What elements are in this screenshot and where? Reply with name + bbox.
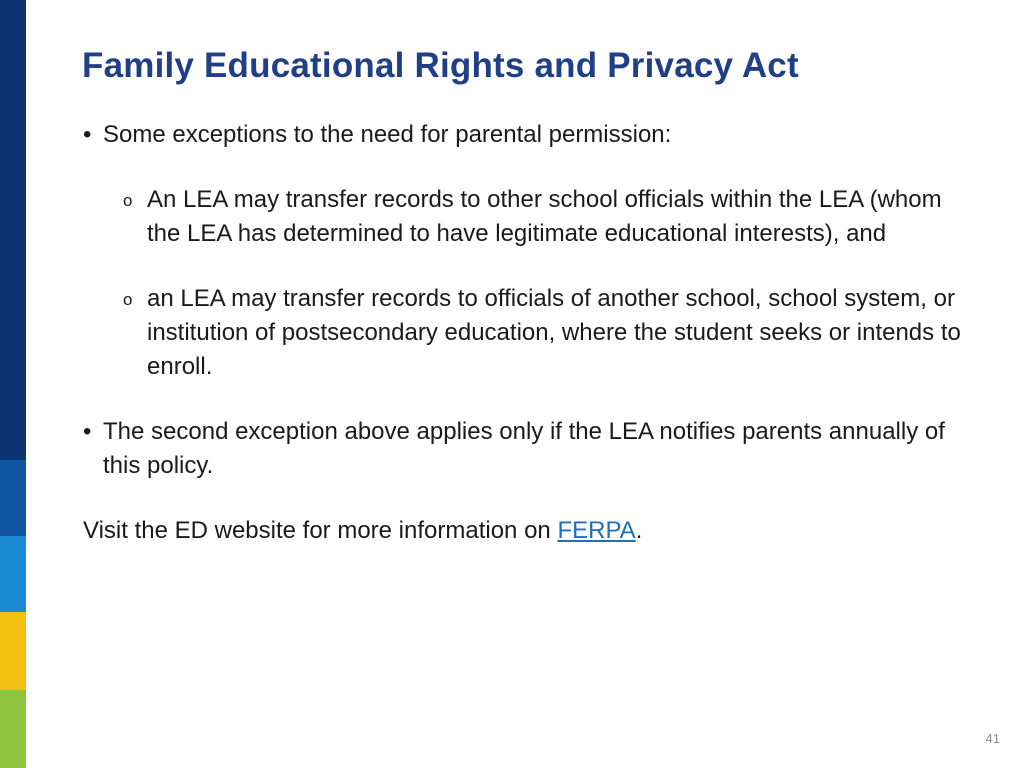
- bullet-mark: •: [83, 418, 92, 445]
- ferpa-info-prefix: Visit the ED website for more information on: [83, 517, 558, 544]
- bullet-item: [83, 415, 963, 483]
- side-bar-segment-navy: [0, 0, 26, 460]
- bullet-mark: •: [83, 121, 92, 148]
- sub-bullet-text: an LEA may transfer records to officials of another school, school system, or institution of postsecondary education, where the student seeks or intends to enroll.: [147, 285, 961, 380]
- page-number: 41: [985, 731, 1000, 746]
- side-color-bar: [0, 0, 26, 768]
- bullet-text: The second exception above applies only if the LEA notifies parents annually of this policy.: [103, 418, 945, 479]
- sub-bullet-mark: o: [123, 290, 133, 309]
- side-bar-segment-yellow: [0, 612, 26, 690]
- bullet-item: [83, 118, 963, 152]
- side-bar-segment-blue: [0, 460, 26, 536]
- ferpa-link[interactable]: FERPA: [557, 517, 636, 544]
- side-bar-segment-green: [0, 690, 26, 768]
- sub-bullet-text: An LEA may transfer records to other school officials within the LEA (whom the LEA has determined to have legitimate educational interests), and: [147, 186, 942, 247]
- slide-title: Family Educational Rights and Privacy Act: [82, 46, 799, 85]
- ferpa-info-suffix: .: [635, 517, 643, 544]
- sub-bullet-mark: o: [123, 191, 133, 210]
- bullet-text: Some exceptions to the need for parental permission:: [103, 121, 672, 148]
- sub-bullet-item: [83, 282, 963, 384]
- sub-bullet-item: [83, 183, 963, 251]
- ferpa-info-line: [83, 514, 963, 548]
- side-bar-segment-light-blue: [0, 536, 26, 612]
- slide-content: [83, 118, 963, 572]
